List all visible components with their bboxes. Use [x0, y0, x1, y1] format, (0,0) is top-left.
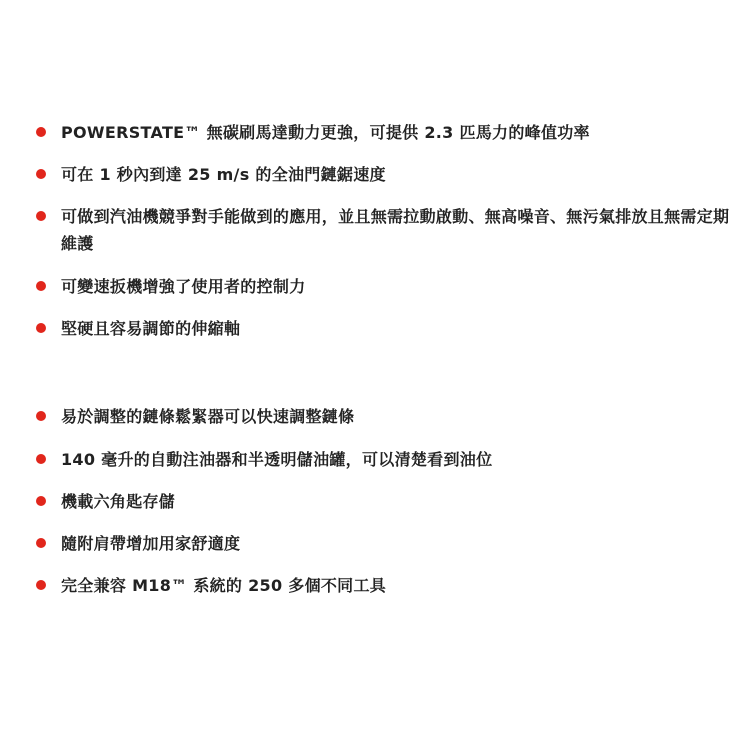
feature-item	[36, 403, 742, 430]
feature-item	[36, 119, 742, 146]
feature-text: 可在 1 秒內到達 25 m/s 的全油門鏈鋸速度	[61, 165, 386, 184]
bullet-icon	[36, 538, 46, 548]
feature-item	[36, 203, 742, 257]
bullet-icon	[36, 169, 46, 179]
feature-item	[36, 572, 742, 599]
feature-text: 堅硬且容易調節的伸縮軸	[61, 319, 241, 338]
feature-text: 隨附肩帶增加用家舒適度	[61, 534, 241, 553]
bullet-icon	[36, 496, 46, 506]
bullet-icon	[36, 580, 46, 590]
bullet-icon	[36, 411, 46, 421]
feature-item	[36, 530, 742, 557]
bullet-icon	[36, 454, 46, 464]
feature-text: 完全兼容 M18™ 系統的 250 多個不同工具	[61, 576, 387, 595]
feature-item	[36, 488, 742, 515]
feature-item	[36, 161, 742, 188]
feature-text: 可變速扳機增強了使用者的控制力	[61, 277, 306, 296]
feature-text: 易於調整的鏈條鬆緊器可以快速調整鏈條	[61, 407, 355, 426]
feature-text: POWERSTATE™ 無碳刷馬達動力更強，可提供 2.3 匹馬力的峰值功率	[61, 123, 590, 142]
bullet-icon	[36, 211, 46, 221]
bullet-icon	[36, 127, 46, 137]
feature-text: 可做到汽油機競爭對手能做到的應用，並且無需拉動啟動、無高噪音、無污氣排放且無需定期維護	[61, 207, 730, 253]
feature-text: 140 毫升的自動注油器和半透明儲油罐，可以清楚看到油位	[61, 450, 493, 469]
bullet-icon	[36, 281, 46, 291]
feature-item	[36, 273, 742, 300]
feature-text: 機載六角匙存儲	[61, 492, 176, 511]
bullet-icon	[36, 323, 46, 333]
feature-item	[36, 315, 742, 342]
feature-item	[36, 446, 742, 473]
